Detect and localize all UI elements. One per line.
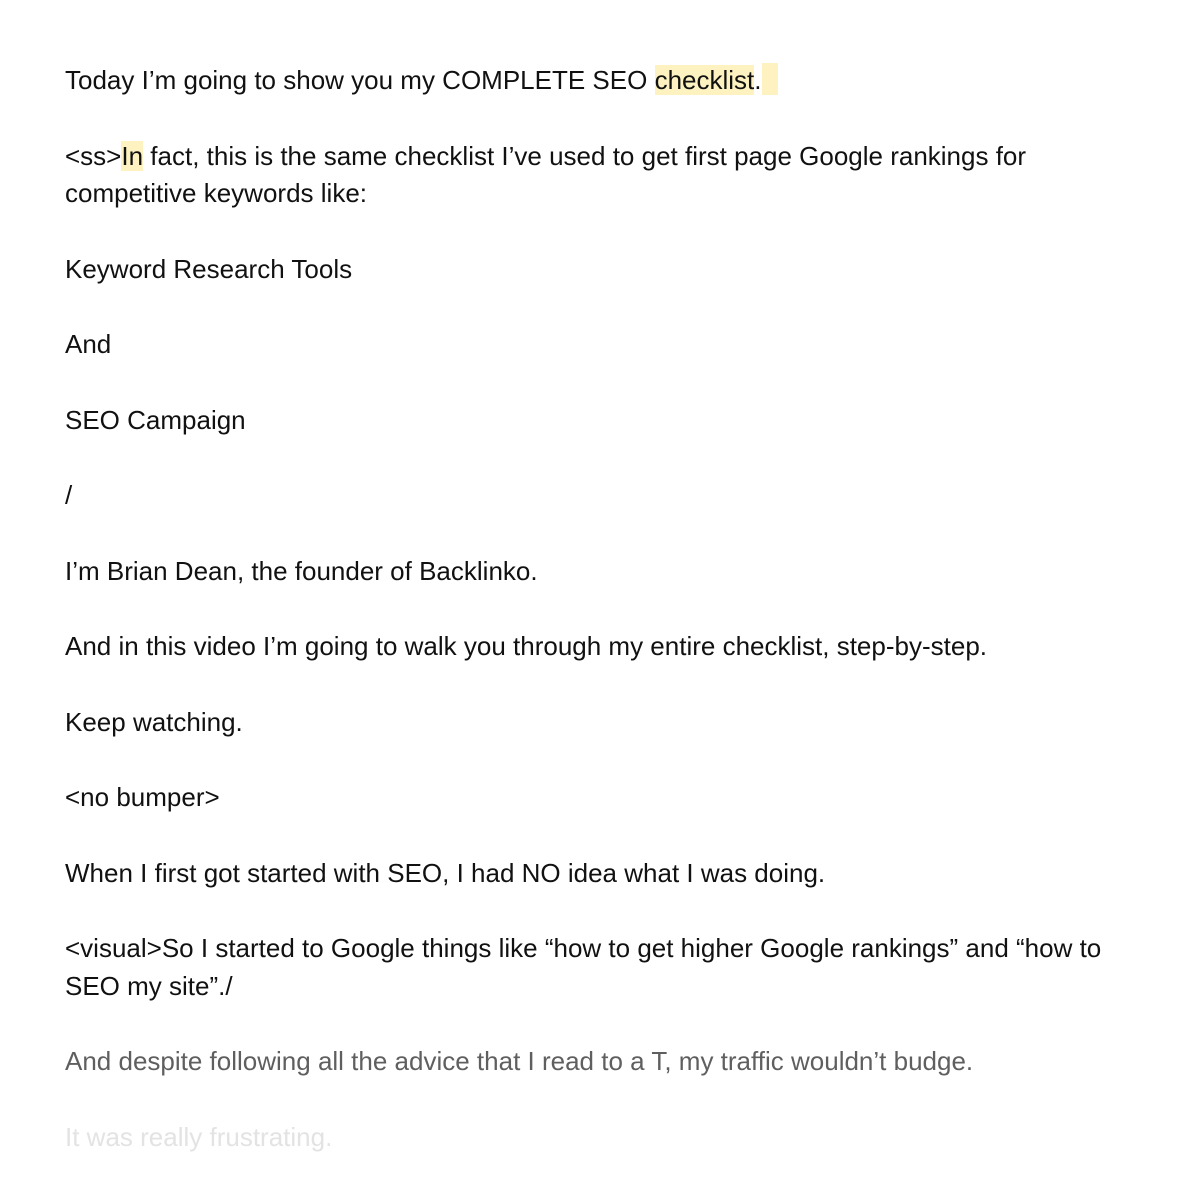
paragraph-advice-faded: And despite following all the advice that I read to a T, my traffic wouldn’t budge. [65,1046,974,1076]
ss-tag: <ss> [65,140,122,171]
paragraph-video-walkthrough: And in this video I’m going to walk you through my entire checklist, step-by-step. [65,631,987,661]
paragraph-ss [65,138,1145,213]
document-body [65,62,1145,1194]
paragraph-brian-dean: I’m Brian Dean, the founder of Backlinko. [65,555,538,586]
paragraph-first-started: When I first got started with SEO, I had NO idea what I was doing. [65,857,826,888]
paragraph-visual: <visual>So I started to Google things like “how to get higher Google rankings” and “how to SEO my site”./ [65,933,1102,1001]
paragraph-keep-watching: Keep watching. [65,706,243,737]
paragraph-no-bumper: <no bumper> [65,782,220,812]
paragraph-slash: / [65,480,73,510]
highlight-tail [762,63,778,95]
paragraph-seo-campaign: SEO Campaign [65,404,246,435]
intro-text: Today I’m going to show you my COMPLETE SEO [65,65,655,95]
paragraph-intro [65,62,1145,100]
ss-text: fact, this is the same checklist I’ve used to get first page Google rankings for competitive keywords like: [65,140,1027,208]
paragraph-and: And [65,329,112,359]
highlighted-word-in: In [121,140,144,171]
intro-period: . [754,65,762,95]
paragraph-frustrating-faded: It was really frustrating. [65,1121,333,1152]
highlighted-word-checklist: checklist [654,65,755,95]
paragraph-keyword-tools: Keyword Research Tools [65,253,353,284]
